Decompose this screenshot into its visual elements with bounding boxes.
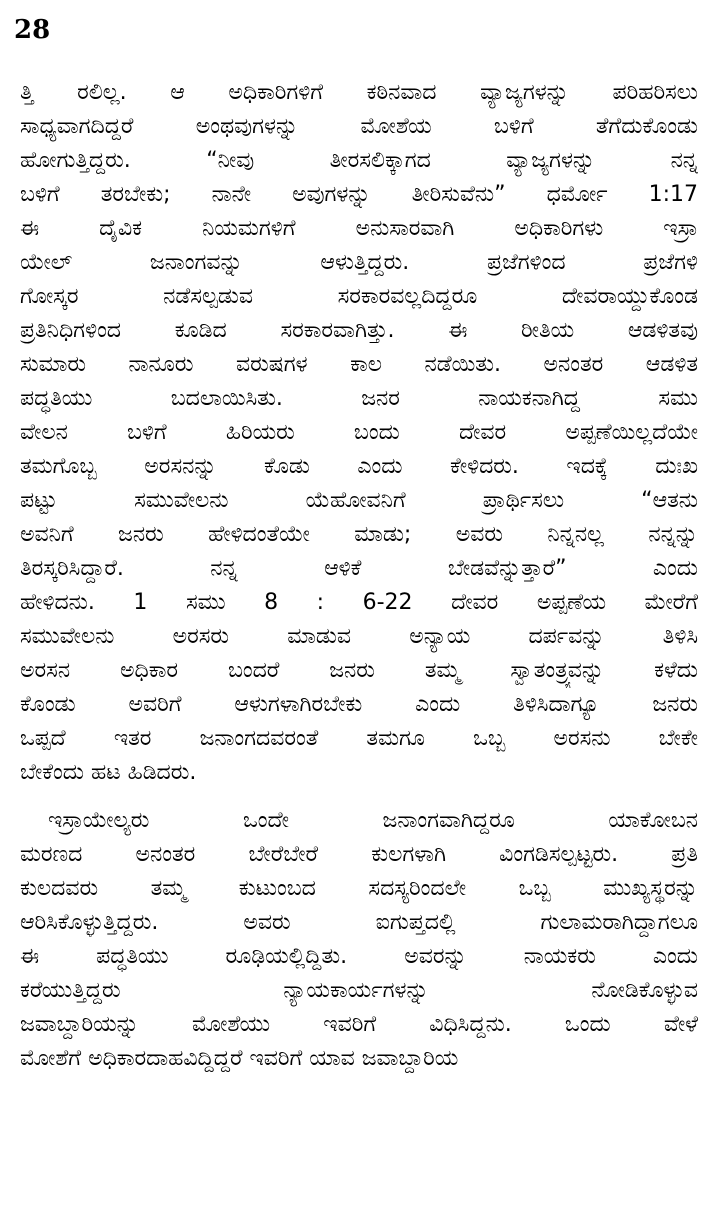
text-line: ಕೊಂಡು ಅವರಿಗೆ ಆಳುಗಳಾಗಿರಬೇಕು ಎಂದು ತಿಳಿಸಿದಾಗ್ಯೂ ಜನರು	[20, 692, 698, 717]
text-line: ಪ್ರತಿನಿಧಿಗಳಿಂದ ಕೂಡಿದ ಸರಕಾರವಾಗಿತ್ತು. ಈ ರೀತಿಯ ಆಡಳಿತವು	[20, 318, 698, 343]
page-number: 28	[14, 15, 51, 45]
paragraph	[20, 804, 698, 1076]
text-line: ಮೋಶೆಗೆ ಅಧಿಕಾರದಾಹವಿದ್ದಿದ್ದರೆ ಇವರಿಗೆ ಯಾವ ಜವಾಬ್ದಾರಿಯ	[20, 1046, 459, 1071]
body-text	[20, 76, 698, 1076]
text-line: ಗೋಸ್ಕರ ನಡೆಸಲ್ಪಡುವ ಸರಕಾರವಲ್ಲದಿದ್ದರೂ ದೇವರಾಯ್ದುಕೊಂಡ	[20, 284, 698, 309]
text-line: ತ್ತಿ ರಲಿಲ್ಲ. ಆ ಅಧಿಕಾರಿಗಳಿಗೆ ಕಠಿನವಾದ ವ್ಯಾಜ್ಯಗಳನ್ನು ಪರಿಹರಿಸಲು	[20, 80, 698, 105]
text-line: ಈ ಪದ್ಧತಿಯು ರೂಢಿಯಲ್ಲಿದ್ದಿತು. ಅವರನ್ನು ನಾಯಕರು ಎಂದು	[20, 944, 698, 969]
text-line: ಈ ದೈವಿಕ ನಿಯಮಗಳಿಗೆ ಅನುಸಾರವಾಗಿ ಅಧಿಕಾರಿಗಳು ಇಸ್ರಾ	[20, 216, 698, 241]
text-line: ಸುಮಾರು ನಾನೂರು ವರುಷಗಳ ಕಾಲ ನಡೆಯಿತು. ಅನಂತರ ಆಡಳಿತ	[20, 352, 698, 377]
paragraph	[20, 76, 698, 790]
text-line: ತಿರಸ್ಕರಿಸಿದ್ದಾರೆ. ನನ್ನ ಆಳಿಕೆ ಬೇಡವೆನ್ನುತ್ತಾರೆ” ಎಂದು	[20, 556, 698, 581]
text-line: ಕರೆಯುತ್ತಿದ್ದರು ನ್ಯಾಯಕಾರ್ಯಗಳನ್ನು ನೋಡಿಕೊಳ್ಳುವ	[20, 978, 698, 1003]
text-line: ಅರಸನ ಅಧಿಕಾರ ಬಂದರೆ ಜನರು ತಮ್ಮ ಸ್ವಾತಂತ್ರ್ಯವನ್ನು ಕಳೆದು	[20, 658, 698, 683]
text-line: ಸಮುವೇಲನು ಅರಸರು ಮಾಡುವ ಅನ್ಯಾಯ ದರ್ಪವನ್ನು ತಿಳಿಸಿ	[20, 624, 698, 649]
text-line: ಪಟ್ಟು ಸಮುವೇಲನು ಯೆಹೋವನಿಗೆ ಪ್ರಾರ್ಥಿಸಲು “ಆತನು	[20, 488, 698, 513]
text-line: ಅವನಿಗೆ ಜನರು ಹೇಳಿದಂತೆಯೇ ಮಾಡು; ಅವರು ನಿನ್ನನಲ್ಲ ನನ್ನನ್ನು	[20, 522, 698, 547]
text-line: ಇಸ್ರಾಯೇಲ್ಯರು ಒಂದೇ ಜನಾಂಗವಾಗಿದ್ದರೂ ಯಾಕೋಬನ	[48, 808, 698, 833]
text-line: ಹೋಗುತ್ತಿದ್ದರು. “ನೀವು ತೀರಸಲಿಕ್ಕಾಗದ ವ್ಯಾಜ್ಯಗಳನ್ನು ನನ್ನ	[20, 148, 698, 173]
text-line: ಆರಿಸಿಕೊಳ್ಳುತ್ತಿದ್ದರು. ಅವರು ಐಗುಪ್ತದಲ್ಲಿ ಗುಲಾಮರಾಗಿದ್ದಾಗಲೂ	[20, 910, 698, 935]
text-line: ವೇಲನ ಬಳಿಗೆ ಹಿರಿಯರು ಬಂದು ದೇವರ ಅಪ್ಪಣೆಯಿಲ್ಲದೆಯೇ	[20, 420, 698, 445]
text-line: ತಮಗೊಬ್ಬ ಅರಸನನ್ನು ಕೊಡು ಎಂದು ಕೇಳಿದರು. ಇದಕ್ಕೆ ದುಃಖ	[20, 454, 698, 479]
text-line: ಬಳಿಗೆ ತರಬೇಕು; ನಾನೇ ಅವುಗಳನ್ನು ತೀರಿಸುವೆನು” ಧರ್ಮೋ 1:17	[20, 182, 698, 207]
text-line: ಮರಣದ ಅನಂತರ ಬೇರೆಬೇರೆ ಕುಲಗಳಾಗಿ ವಿಂಗಡಿಸಲ್ಪಟ್ಟರು. ಪ್ರತಿ	[20, 842, 698, 867]
text-line: ಹೇಳಿದನು. 1 ಸಮು 8 : 6-22 ದೇವರ ಅಪ್ಪಣೆಯ ಮೇರೆಗೆ	[20, 590, 698, 615]
text-line: ಒಪ್ಪದೆ ಇತರ ಜನಾಂಗದವರಂತೆ ತಮಗೂ ಒಬ್ಬ ಅರಸನು ಬೇಕೇ	[20, 726, 698, 751]
paragraph-gap	[20, 790, 698, 804]
text-line: ಕುಲದವರು ತಮ್ಮ ಕುಟುಂಬದ ಸದಸ್ಯರಿಂದಲೇ ಒಬ್ಬ ಮುಖ್ಯಸ್ಥರನ್ನು	[20, 876, 698, 901]
text-line: ಸಾಧ್ಯವಾಗದಿದ್ದರೆ ಅಂಥವುಗಳನ್ನು ಮೋಶೆಯ ಬಳಿಗೆ ತೆಗೆದುಕೊಂಡು	[20, 114, 698, 139]
text-line: ಬೇಕೆಂದು ಹಟ ಹಿಡಿದರು.	[20, 760, 197, 785]
text-line: ಯೇಲ್ ಜನಾಂಗವನ್ನು ಆಳುತ್ತಿದ್ದರು. ಪ್ರಜೆಗಳಿಂದ ಪ್ರಜೆಗಳಿ	[20, 250, 698, 275]
text-line: ಪದ್ಧತಿಯು ಬದಲಾಯಿಸಿತು. ಜನರ ನಾಯಕನಾಗಿದ್ದ ಸಮು	[20, 386, 698, 411]
text-line: ಜವಾಬ್ದಾರಿಯನ್ನು ಮೋಶೆಯು ಇವರಿಗೆ ವಿಧಿಸಿದ್ದನು. ಒಂದು ವೇಳೆ	[20, 1012, 698, 1037]
